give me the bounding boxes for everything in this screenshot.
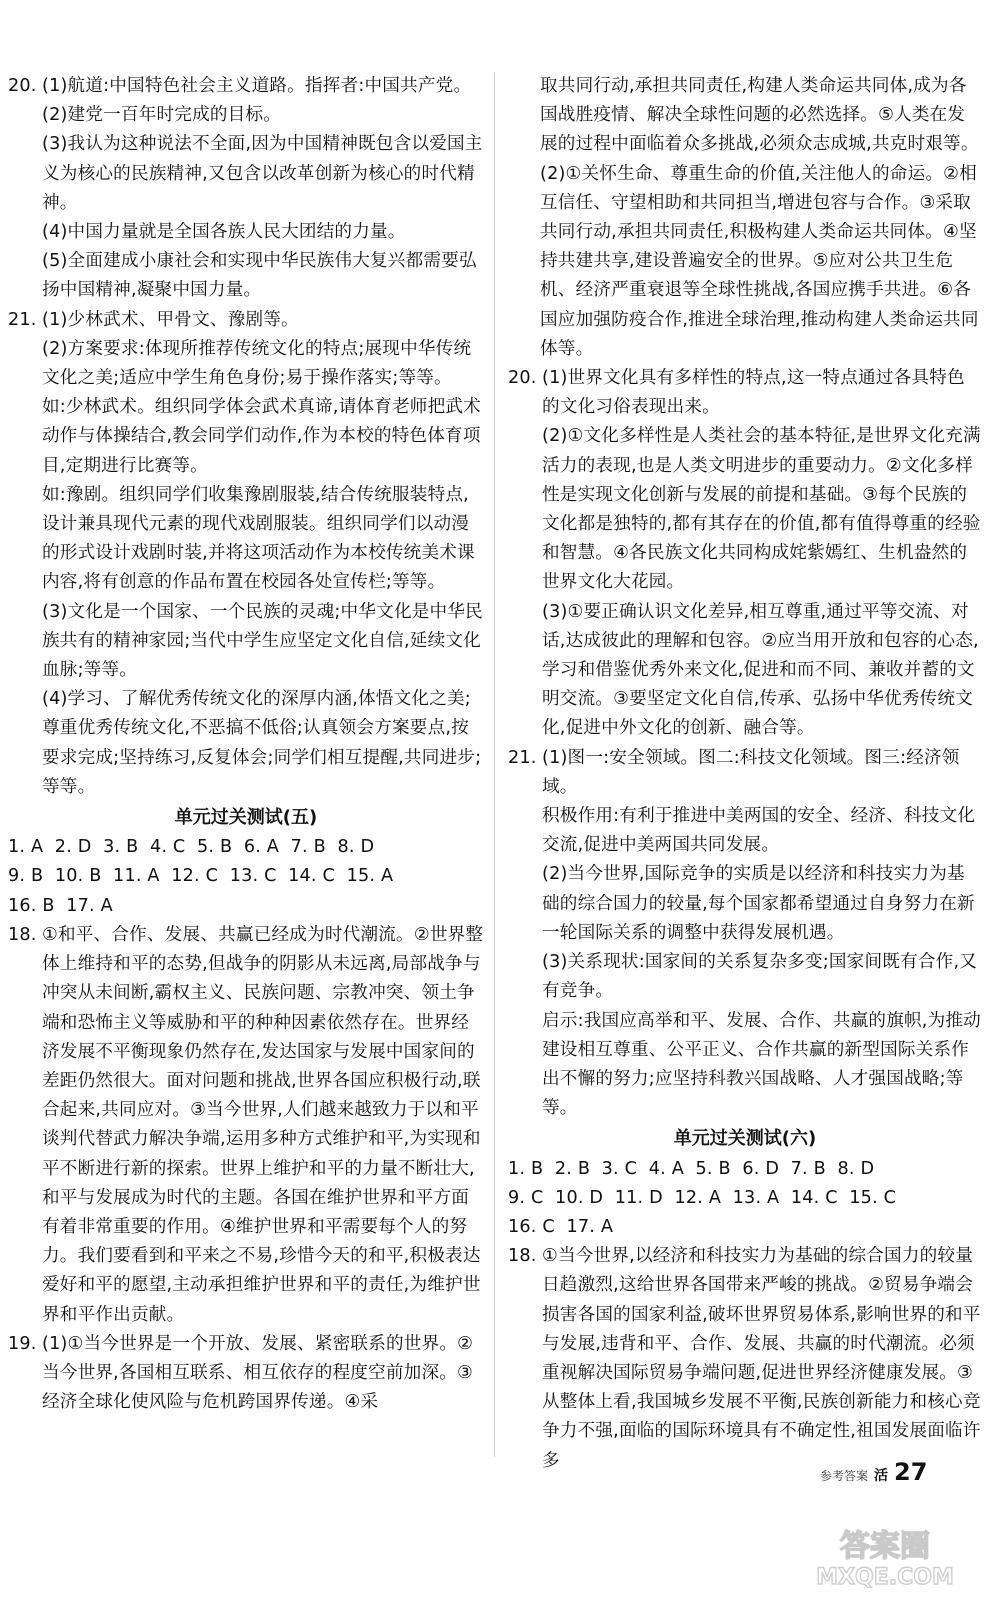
answer-line: ①和平、合作、发展、共赢已经成为时代潮流。②世界整体上维持和平的态势,但战争的阴影从未远离,局部战争与冲突从未间断,霸权主义、民族问题、宗教冲突、领土争端和恐怖主义等威胁和平的种种因素依然存在。世界经济发展不平衡现象仍然存在,发达国家与发展中国家间的差距仍然很大。面对问题和挑战,世界各国应积极行动,联合起来,共同应对。③当今世界,人们越来越致力于以和平谈判代替武力解决争端,运用多种方式维护和平,为实现和平不断进行新的探索。世界上维护和平的力量不断壮大,和平与发展成为时代的主题。各国在维护世界和平方面有着非常重要的作用。④维护世界和平需要每个人的努力。我们要看到和平来之不易,珍惜今天的和平,积极表达爱好和平的愿望,主动承担维护世界和平的责任,为维护世界和平作出贡献。	[42, 924, 484, 1325]
answer-19-continued	[508, 72, 982, 364]
answer-21-left	[8, 306, 484, 802]
answer-line: (3)文化是一个国家、一个民族的灵魂;中华文化是中华民族共有的精神家园;当代中学生应坚定文化自信,延续文化血脉;等等。	[42, 601, 483, 681]
answer-line: (2)当今世界,国际竞争的实质是以经济和科技实力为基础的综合国力的较量,每个国家都希望通过自身努力在新一轮国际关系的调整中获得发展机遇。	[542, 864, 975, 943]
answer-line: 积极作用:有利于推进中美两国的安全、经济、科技文化交流,促进中美两国共同发展。	[542, 806, 976, 856]
answer-18-left	[8, 921, 484, 1330]
footer-label: 参考答案	[820, 1469, 869, 1483]
answer-line: ①当今世界,以经济和科技实力为基础的综合国力的较量日趋激烈,这给世界各国带来严峻的挑战。②贸易争端会损害各国的国家利益,破坏世界贸易体系,影响世界的和平与发展,违背和平、合作、发展、共赢的时代潮流。必须重视解决国际贸易争端问题,促进世界经济健康发展。③从整体上看,我国城乡发展不平衡,民族创新能力和核心竞争力不强,面临的国际环境具有不确定性,祖国发展面临许多	[542, 1246, 981, 1471]
answer-19-left	[8, 1330, 484, 1418]
column-divider	[494, 72, 495, 1457]
answer-18-right	[508, 1242, 982, 1476]
watermark-url: MXQE.COM	[816, 1565, 954, 1590]
unit-5-heading: 单元过关测试(五)	[174, 807, 318, 829]
page-number: 27	[894, 1458, 928, 1486]
question-number: 21.	[508, 747, 537, 768]
answer-line: (4)中国力量就是全国各族人民大团结的力量。	[42, 222, 406, 243]
unit-6-heading: 单元过关测试(六)	[673, 1128, 817, 1150]
question-number: 20.	[508, 368, 537, 389]
answer-line: 启示:我国应高举和平、发展、合作、共赢的旗帜,为推动建设相互尊重、公平正义、合作共赢的新型国际关系作出不懈的努力;应坚持科教兴国战略、人才强国战略;等等。	[542, 1010, 981, 1119]
mcq-answers-row: 9. C 10. D 11. D 12. A 13. A 14. C 15. C	[508, 1187, 897, 1208]
answer-line: (1)图一:安全领域。图二:科技文化领域。图三:经济领域。	[542, 747, 960, 797]
mcq-answers-row: 16. B 17. A	[8, 895, 113, 916]
answer-line: (4)学习、了解优秀传统文化的深厚内涵,体悟文化之美;尊重优秀传统文化,不恶搞不低俗;认真领会方案要点,按要求完成;坚持练习,反复体会;同学们相互提醒,共同进步;等等。	[42, 689, 482, 797]
answer-line: (2)建党一百年时完成的目标。	[42, 105, 282, 126]
answer-line: 如:豫剧。组织同学们收集豫剧服装,结合传统服装特点,设计兼具现代元素的现代戏剧服装。组织同学们以动漫的形式设计戏剧时装,并将这项活动作为本校传统美术课内容,将有创意的作品布置在校园各处宣传栏;等等。	[42, 484, 475, 593]
answer-line: (3)关系现状:国家间的关系复杂多变;国家间既有合作,又有竞争。	[542, 952, 978, 1002]
mcq-answers-row: 1. A 2. D 3. B 4. C 5. B 6. A 7. B 8. D	[8, 837, 375, 858]
question-number: 21.	[8, 309, 37, 330]
right-column	[508, 72, 982, 1476]
question-number: 18.	[8, 924, 37, 945]
question-number: 20.	[8, 76, 37, 96]
answer-line: (2)①文化多样性是人类社会的基本特征,是世界文化充满活力的表现,也是人类文明进步的重要动力。②文化多样性是实现文化创新与发展的前提和基础。③每个民族的文化都是独特的,都有其存在的价值,都有值得尊重的经验和智慧。④各民族文化共同构成姹紫嫣红、生机盎然的世界文化大花园。	[542, 426, 981, 593]
watermark-text: 答案圈	[840, 1529, 930, 1564]
footer-subject: 活	[874, 1468, 889, 1484]
watermark-logo-icon	[790, 1520, 980, 1590]
answer-line: (3)①要正确认识文化差异,相互尊重,通过平等交流、对话,达成彼此的理解和包容。②应当用开放和包容的心态,学习和借鉴优秀外来文化,促进和而不同、兼收并蓄的文明交流。③要坚定文化自信,传承、弘扬中华优秀传统文化,促进中外文化的创新、融合等。	[542, 601, 979, 739]
answer-line: (2)方案要求:体现所推荐传统文化的特点;展现中华传统文化之美;适应中学生角色身份;易于操作落实;等等。	[42, 338, 472, 389]
mcq-answers-row: 16. C 17. A	[508, 1216, 614, 1237]
answer-21-right	[508, 744, 982, 1124]
answer-line: (2)①关怀生命、尊重生命的价值,关注他人的命运。②相互信任、守望相助和共同担当,增进包容与合作。③采取共同行动,承担共同责任,积极构建人类命运共同体。④坚持共建共享,建设普遍安全的世界。⑤应对公共卫生危机、经济严重衰退等全球性挑战,各国应携手共进。⑥各国应加强防疫合作,推进全球治理,推动构建人类命运共同体等。	[540, 163, 979, 359]
answer-line: 如:少林武术。组织同学体会武术真谛,请体育老师把武术动作与体操结合,教会同学们动作,作为本校的特色体育项目,定期进行比赛等。	[42, 397, 481, 476]
question-number: 19.	[8, 1333, 37, 1354]
question-number: 18.	[508, 1246, 537, 1267]
answer-line: (3)我认为这种说法不全面,因为中国精神既包含以爱国主义为核心的民族精神,又包含以改革创新为核心的时代精神。	[42, 134, 483, 213]
answer-20-right	[508, 364, 982, 744]
left-column	[8, 72, 484, 1417]
answer-line: (1)航道:中国特色社会主义道路。指挥者:中国共产党。	[42, 76, 472, 96]
mcq-answers-row: 1. B 2. B 3. C 4. A 5. B 6. D 7. B 8. D	[508, 1158, 875, 1179]
answer-line: (5)全面建成小康社会和实现中华民族伟大复兴都需要弘扬中国精神,凝聚中国力量。	[42, 251, 477, 301]
answer-line: (1)①当今世界是一个开放、发展、紧密联系的世界。②当今世界,各国相互联系、相互依存的程度空前加深。③经济全球化使风险与危机跨国界传递。④采	[42, 1333, 474, 1413]
page-footer	[820, 1458, 927, 1486]
answer-20-left	[8, 72, 484, 306]
mcq-answers-row: 9. B 10. B 11. A 12. C 13. C 14. C 15. A	[8, 866, 394, 887]
answer-line: (1)少林武术、甲骨文、豫剧等。	[42, 309, 299, 330]
answer-line: 取共同行动,承担共同责任,构建人类命运共同体,成为各国战胜疫情、解决全球性问题的必然选择。⑤人类在发展的过程中面临着众多挑战,必须众志成城,共克时艰等。	[540, 76, 979, 155]
answer-line: (1)世界文化具有多样性的特点,这一特点通过各具特色的文化习俗表现出来。	[542, 368, 965, 418]
